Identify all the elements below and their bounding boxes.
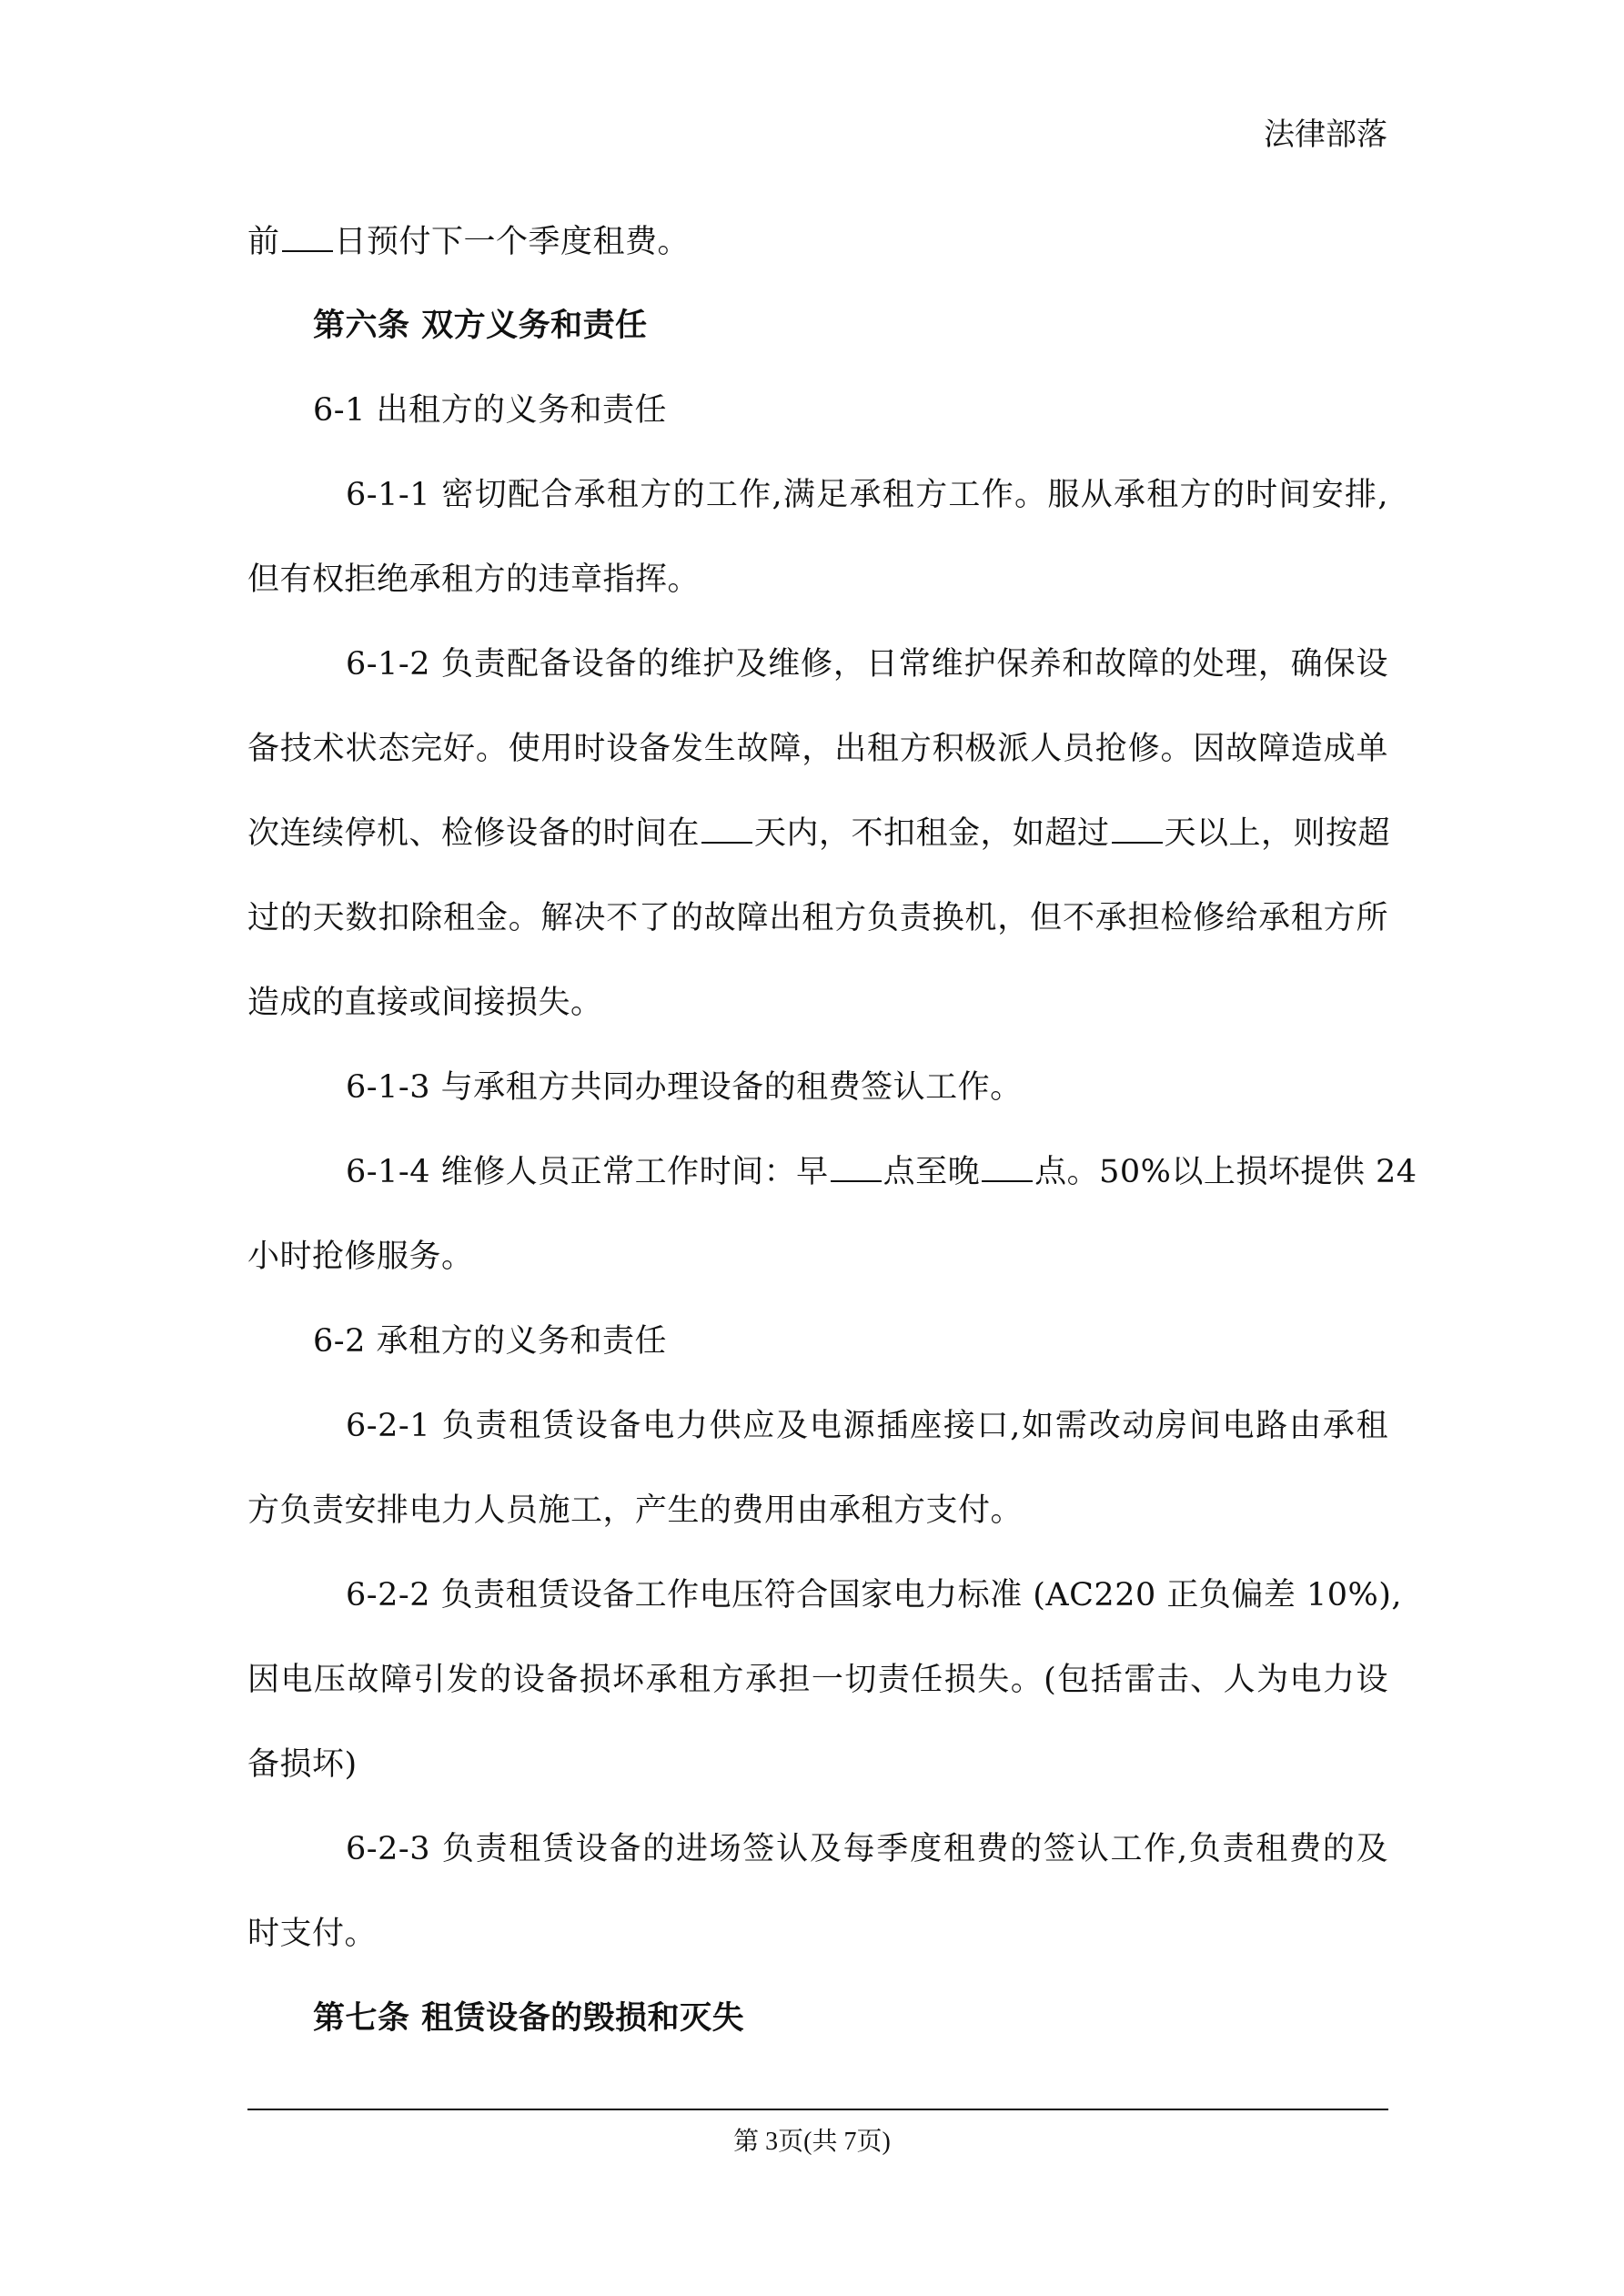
paragraph-line: 备技术状态完好。使用时设备发生故障，出租方积极派人员抢修。因故障造成单 [247,731,1388,767]
section-heading: 第七条 租赁设备的毁损和灭失 [313,2000,745,2037]
paragraph-line: 6-2-3 负责租赁设备的进场签认及每季度租费的签认工作,负责租费的及 [346,1831,1388,1867]
paragraph-line: 备损坏) [247,1746,358,1783]
paragraph-line: 6-1-1 密切配合承租方的工作,满足承租方工作。服从承租方的时间安排, [346,477,1388,513]
fill-blank [982,1153,1033,1182]
footer-divider [247,2109,1388,2110]
fill-blank [1112,814,1163,844]
paragraph-line: 时支付。 [247,1916,378,1952]
fill-blank [282,223,333,252]
subsection-heading: 6-1 出租方的义务和责任 [313,392,667,429]
paragraph-line: 6-2-1 负责租赁设备电力供应及电源插座接口,如需改动房间电路由承租 [346,1408,1388,1444]
paragraph-line: 6-2-2 负责租赁设备工作电压符合国家电力标准 (AC220 正负偏差 10%), [346,1577,1403,1613]
paragraph-line: 因电压故障引发的设备损坏承租方承担一切责任损失。(包括雷击、人为电力设 [247,1662,1388,1698]
paragraph-line: 过的天数扣除租金。解决不了的故障出租方负责换机，但不承担检修给承租方所 [247,900,1388,936]
section-heading: 第六条 双方义务和责任 [313,308,648,344]
paragraph-line: 次连续停机、检修设备的时间在 天内，不扣租金，如超过 天以上，则按超 [247,815,1391,852]
paragraph-line: 6-1-3 与承租方共同办理设备的租费签认工作。 [346,1069,1023,1106]
paragraph-line: 小时抢修服务。 [247,1239,474,1275]
page-header: 法律部落 [1264,116,1387,153]
fill-blank [701,814,752,844]
paragraph-line: 但有权拒绝承租方的违章指挥。 [247,561,701,598]
paragraph-line: 前 日预付下一个季度租费。 [247,224,691,260]
paragraph-line: 6-1-2 负责配备设备的维护及维修，日常维护保养和故障的处理，确保设 [346,646,1388,683]
paragraph-line: 6-1-4 维修人员正常工作时间：早 点至晚 点。50%以上损坏提供 24 [346,1154,1417,1190]
paragraph-line: 方负责安排电力人员施工，产生的费用由承租方支付。 [247,1492,1024,1529]
subsection-heading: 6-2 承租方的义务和责任 [313,1323,667,1360]
fill-blank [831,1153,882,1182]
paragraph-line: 造成的直接或间接损失。 [247,985,603,1021]
page-number: 第 3页(共 7页) [733,2128,891,2156]
